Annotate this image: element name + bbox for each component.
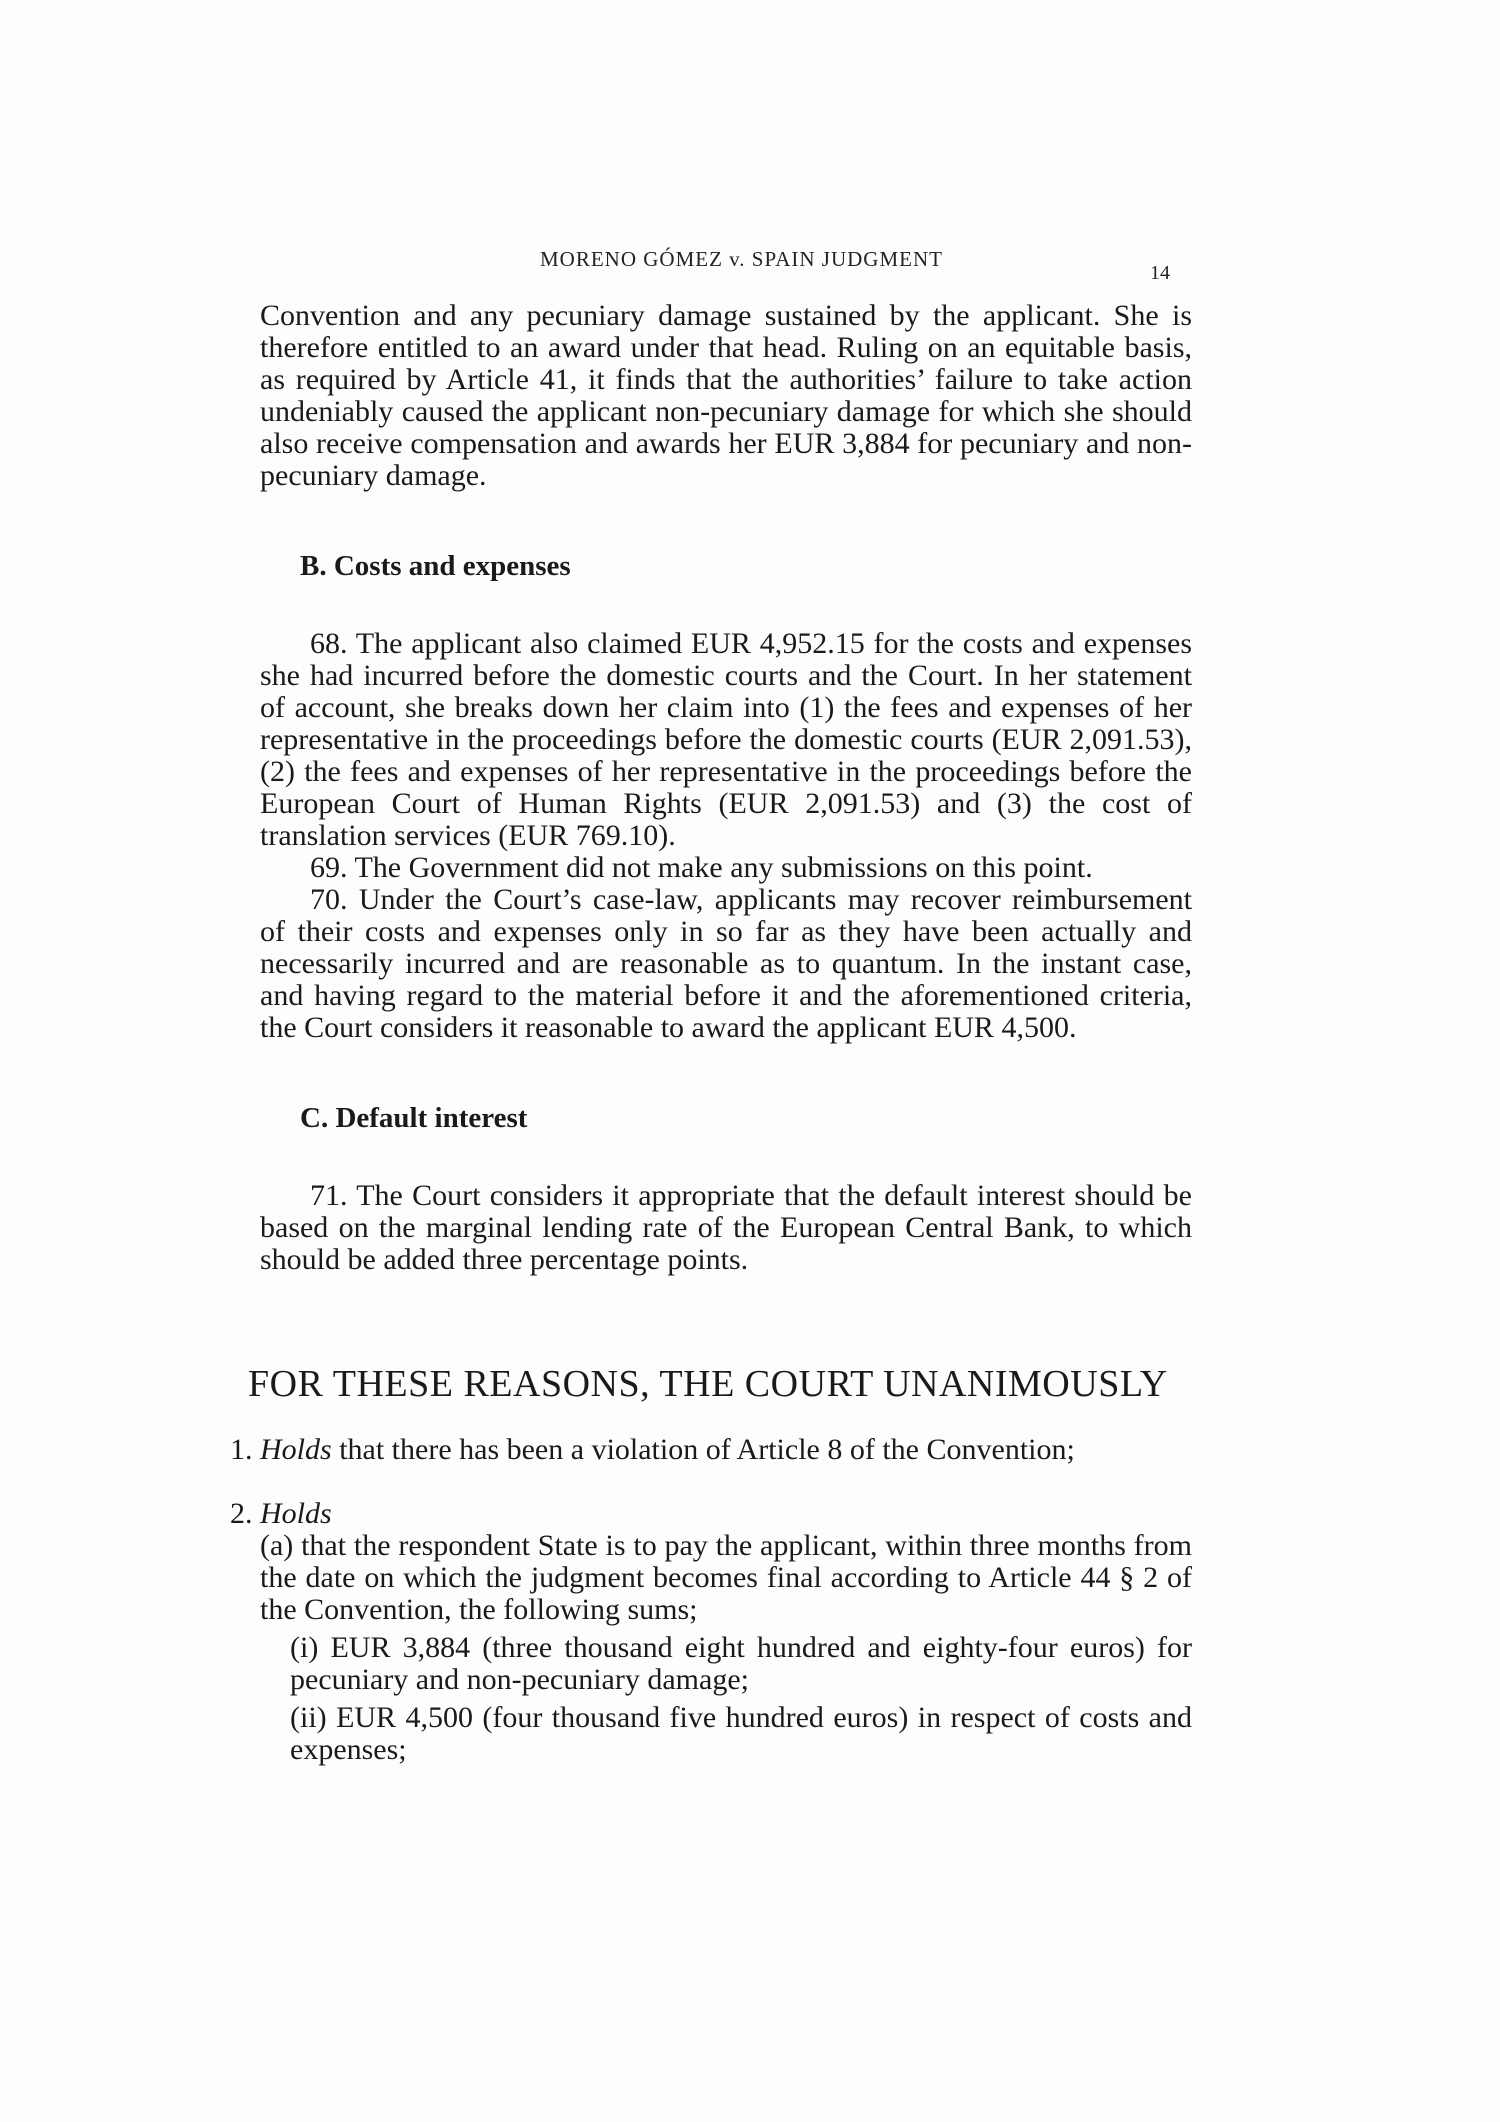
page-number: 14 — [1150, 262, 1170, 284]
operative-item-2-label — [230, 1498, 1192, 1530]
operative-item-2-number: 2. — [230, 1497, 253, 1530]
operative-item-2-a: (a) that the respondent State is to pay the applicant, within three months from the date on which the judgment becomes final according to Article 44 § 2 of the Convention, the following sums; — [260, 1529, 1192, 1626]
operative-item-2 — [230, 1498, 1192, 1766]
operative-item-1-number: 1. — [230, 1433, 253, 1466]
operative-item-2-ii: (ii) EUR 4,500 (four thousand five hundred euros) in respect of costs and expenses; — [290, 1701, 1192, 1766]
running-header: MORENO GÓMEZ v. SPAIN JUDGMENT — [540, 247, 943, 271]
paragraph-68: 68. The applicant also claimed EUR 4,952.15 for the costs and expenses she had incurred before the domestic courts and the Court. In her statement of account, she breaks down her claim into (1) the fees and expenses of her representative in the proceedings before the domestic courts (EUR 2,091.53), (2) the fees and expenses of her representative in the proceedings before the European Court of Human Rights (EUR 2,091.53) and (3) the cost of translation services (EUR 769.10). — [260, 627, 1192, 852]
operative-item-2-i: (i) EUR 3,884 (three thousand eight hundred and eighty-four euros) for pecuniary and non-pecuniary damage; — [290, 1631, 1192, 1696]
paragraph-69: 69. The Government did not make any submissions on this point. — [310, 851, 1093, 884]
paragraph-71: 71. The Court considers it appropriate that the default interest should be based on the marginal lending rate of the European Central Bank, to which should be added three percentage points. — [260, 1179, 1192, 1276]
operative-item-1-text: that there has been a violation of Article 8 of the Convention; — [331, 1433, 1075, 1466]
document-body — [230, 299, 1192, 1766]
paragraph-70: 70. Under the Court’s case-law, applicants may recover reimbursement of their costs and expenses only in so far as they have been actually and necessarily incurred and are reasonable as to quantum. In the instant case, and having regard to the material before it and the aforementioned criteria, the Court considers it reasonable to award the applicant EUR 4,500. — [260, 883, 1192, 1044]
operative-item-2-holds: Holds — [260, 1497, 332, 1530]
operative-item-1 — [230, 1434, 1192, 1466]
section-b-heading: B. Costs and expenses — [300, 550, 571, 582]
operative-item-1-holds: Holds — [260, 1433, 332, 1466]
section-c-heading: C. Default interest — [300, 1102, 528, 1134]
paragraph-67-continuation: Convention and any pecuniary damage sustained by the applicant. She is therefore entitled to an award under that head. Ruling on an equitable basis, as required by Article 41, it finds that the authorities’ failure to take action undeniably caused the applicant non-pecuniary damage for which she should also receive compensation and awards her EUR 3,884 for pecuniary and non-pecuniary damage. — [260, 299, 1192, 492]
operative-title: FOR THESE REASONS, THE COURT UNANIMOUSLY — [248, 1363, 1168, 1405]
